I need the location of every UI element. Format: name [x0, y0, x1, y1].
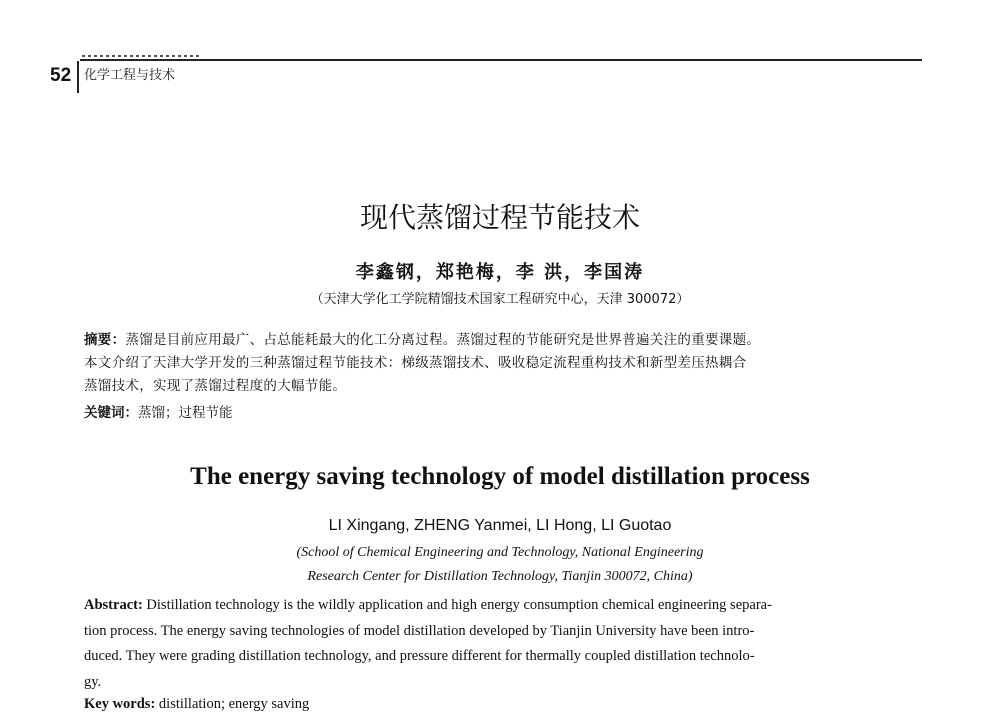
chinese-keywords-label: 关键词：: [84, 405, 138, 421]
english-title: The energy saving technology of model distillation process: [190, 463, 810, 490]
english-abstract-line-2: tion process. The energy saving technologies of model distillation developed by Tianjin University have been intro-: [84, 622, 755, 639]
english-keywords: [84, 694, 309, 714]
english-affiliation: [0, 541, 1000, 589]
chinese-title: 现代蒸馏过程节能技术: [359, 201, 640, 234]
chinese-abstract-line-3: 蒸馏技术，实现了蒸馏过程度的大幅节能。: [84, 378, 347, 394]
chinese-abstract: [84, 329, 922, 398]
chinese-affiliation: （天津大学化工学院精馏技术国家工程研究中心，天津 300072）: [310, 292, 690, 307]
header-rule: [80, 59, 922, 61]
chinese-abstract-label: 摘要：: [84, 332, 126, 348]
english-abstract-line-3: duced. They were grading distillation technology, and pressure different for thermally coupled distillation technolo-: [84, 648, 755, 664]
english-keywords-value: distillation; energy saving: [155, 696, 310, 712]
header-dotted-rule: [82, 55, 202, 57]
english-abstract-label: Abstract:: [84, 597, 143, 613]
header-divider: [77, 61, 79, 93]
english-abstract: [84, 593, 922, 695]
english-authors: LI Xingang, ZHENG Yanmei, LI Hong, LI Guotao: [328, 517, 672, 534]
chinese-abstract-line-1: 摘要：蒸馏是目前应用最广、占总能耗最大的化工分离过程。蒸馏过程的节能研究是世界普遍关注的重要课题。: [84, 332, 761, 348]
running-header: [50, 55, 922, 95]
chinese-abstract-line-2: 本文介绍了天津大学开发的三种蒸馏过程节能技术：梯级蒸馏技术、吸收稳定流程重构技术和新型差压热耦合: [84, 355, 747, 371]
chinese-keywords-value: 蒸馏；过程节能: [138, 405, 233, 421]
chinese-keywords: [84, 402, 233, 424]
english-abstract-line-1: Abstract: Distillation technology is the wildly application and high energy consumption chemical engineering separa-: [84, 597, 772, 613]
english-abstract-line-4: gy.: [84, 673, 102, 690]
page-number: 52: [50, 65, 72, 86]
chinese-authors: 李鑫钢，郑艳梅，李 洪，李国涛: [355, 262, 645, 283]
english-keywords-label: Key words:: [84, 696, 156, 712]
journal-name: 化学工程与技术: [84, 68, 176, 83]
english-affiliation-line-1: (School of Chemical Engineering and Technology, National Engineering: [296, 545, 704, 560]
english-affiliation-line-2: Research Center for Distillation Technology, Tianjin 300072, China): [307, 569, 693, 584]
